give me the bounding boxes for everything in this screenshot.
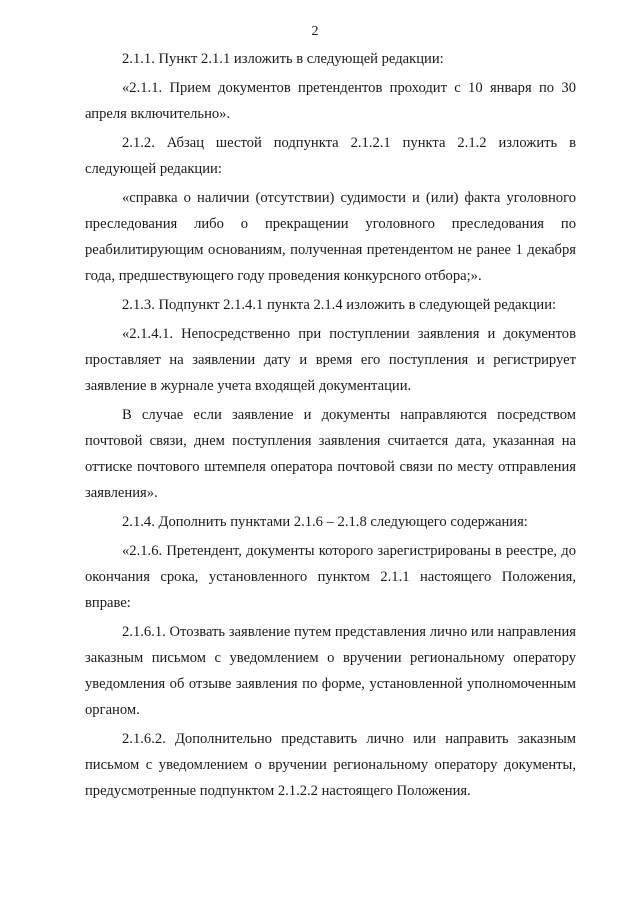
paragraph-2-1-3-heading: 2.1.3. Подпункт 2.1.4.1 пункта 2.1.4 изложить в следующей редакции: bbox=[122, 297, 557, 313]
paragraph-2-1-6-1-text: 2.1.6.1. Отозвать заявление путем представления лично или направления заказным письмом с уведомлением о вручении региональному оператору уведомления об отзыве заявления по форме, установленной уполномоченным органом. bbox=[85, 624, 576, 718]
document-body bbox=[85, 46, 576, 807]
paragraph-2-1-1-text: «2.1.1. Прием документов претендентов проходит с 10 января по 30 апреля включительно». bbox=[85, 80, 576, 122]
paragraph-2-1-1-heading: 2.1.1. Пункт 2.1.1 изложить в следующей редакции: bbox=[122, 51, 444, 67]
paragraph-2-1-6-2-text: 2.1.6.2. Дополнительно представить лично или направить заказным письмом с уведомлением о вручении региональному оператору документы, предусмотренные подпунктом 2.1.2.2 настоящего Положения. bbox=[85, 731, 576, 799]
page-number: 2 bbox=[311, 24, 319, 39]
paragraph-2-1-4-heading: 2.1.4. Дополнить пунктами 2.1.6 – 2.1.8 следующего содержания: bbox=[122, 514, 528, 530]
paragraph-2-1-4-1-text: «2.1.4.1. Непосредственно при поступлении заявления и документов проставляет на заявлении дату и время его поступления и регистрирует заявление в журнале учета входящей документации. bbox=[85, 326, 576, 394]
paragraph-criminal-record-text: «справка о наличии (отсутствии) судимости и (или) факта уголовного преследования либо о прекращении уголовного преследования по реабилитирующим основаниям, полученная претендентом не ранее 1 декабря года, предшествующего году проведения конкурсного отбора;». bbox=[85, 190, 576, 284]
paragraph-2-1-2-heading: 2.1.2. Абзац шестой подпункта 2.1.2.1 пункта 2.1.2 изложить в следующей редакции: bbox=[85, 135, 576, 177]
paragraph-2-1-6-text: «2.1.6. Претендент, документы которого зарегистрированы в реестре, до окончания срока, установленного пунктом 2.1.1 настоящего Положения, вправе: bbox=[85, 543, 576, 611]
paragraph-postal-text: В случае если заявление и документы направляются посредством почтовой связи, днем поступления заявления считается дата, указанная на оттиске почтового штемпеля оператора почтовой связи по месту отправления заявления». bbox=[85, 407, 576, 501]
